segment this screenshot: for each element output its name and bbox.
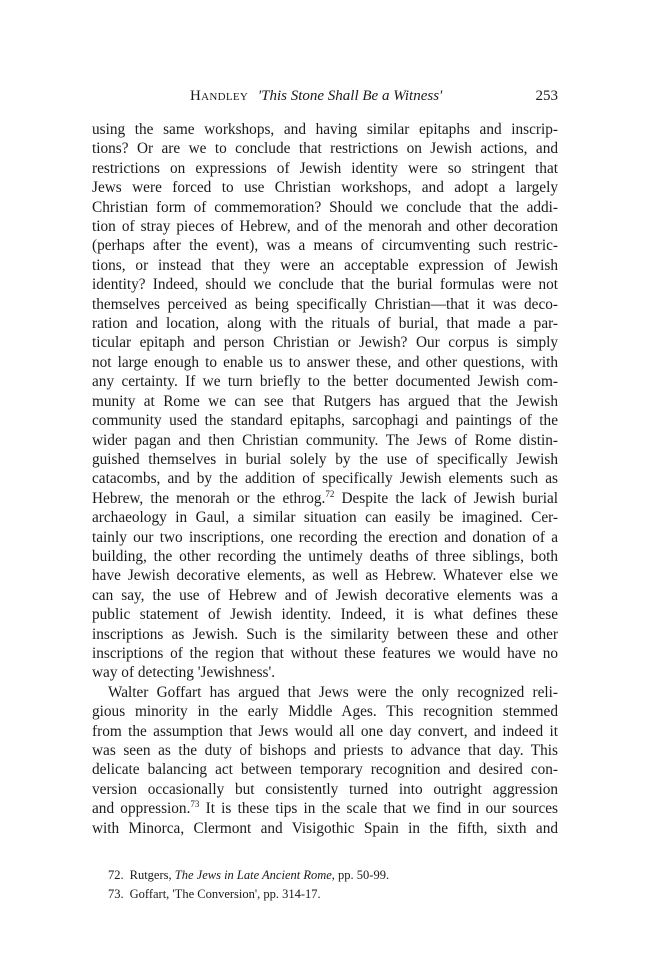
page-number: 253 xyxy=(535,88,558,104)
footnote-book-title: The Jews in Late Ancient Rome xyxy=(174,868,332,882)
text-line: Jews were forced to use Christian workshops, and adopt a largely xyxy=(92,179,558,197)
header-author: Handley xyxy=(190,88,249,104)
text-line: using the same workshops, and having similar epitaphs and inscrip- xyxy=(92,121,558,138)
footnotes xyxy=(108,866,558,904)
text-line: (perhaps after the event), was a means of circumventing such restric- xyxy=(92,237,558,255)
text-line: from the assumption that Jews would all one day convert, and indeed it xyxy=(92,722,558,740)
footnote-73 xyxy=(108,885,558,904)
text-line: inscriptions as Jewish. Such is the similarity between these and other xyxy=(92,625,558,643)
text-segment: Despite the lack of Jewish burial xyxy=(334,489,558,507)
text-line: can say, the use of Hebrew and of Jewish decorative elements was a xyxy=(92,586,558,604)
running-title xyxy=(190,86,442,106)
footnote-number: 73. xyxy=(108,887,124,901)
text-line: archaeology in Gaul, a similar situation can easily be imagined. Cer- xyxy=(92,509,558,527)
footnote-72 xyxy=(108,866,558,885)
text-line: with Minorca, Clermont and Visigothic Spain in the fifth, sixth and xyxy=(92,819,558,837)
text-line: wider pagan and then Christian community. The Jews of Rome distin- xyxy=(92,431,558,449)
text-line: community used the standard epitaphs, sarcophagi and paintings of the xyxy=(92,412,558,430)
text-line-fn72 xyxy=(92,489,558,508)
text-line: themselves perceived as being specifically Christian—that it was deco- xyxy=(92,295,558,313)
text-line: tions? Or are we to conclude that restrictions on Jewish actions, and xyxy=(92,140,558,158)
text-line: munity at Rome we can see that Rutgers has argued that the Jewish xyxy=(92,392,558,410)
text-line: Walter Goffart has argued that Jews were the only recognized reli- xyxy=(108,683,558,701)
text-line: ticular epitaph and person Christian or Jewish? Our corpus is simply xyxy=(92,334,558,352)
header-title: 'This Stone Shall Be a Witness' xyxy=(257,88,443,104)
text-line: guished themselves in burial solely by the use of specifically Jewish xyxy=(92,450,558,468)
text-segment: Hebrew, the menorah or the ethrog. xyxy=(92,489,326,507)
text-line: any certainty. If we turn briefly to the better documented Jewish com- xyxy=(92,373,558,391)
text-line: not large enough to enable us to answer these, and other questions, with xyxy=(92,353,558,371)
text-line: inscriptions of the region that without these features we would have no xyxy=(92,644,558,662)
text-segment: and oppression. xyxy=(92,800,191,818)
text-line: version occasionally but consistently turned into outright aggression xyxy=(92,780,558,798)
text-line: building, the other recording the untimely deaths of three siblings, both xyxy=(92,547,558,565)
text-line: was seen as the duty of bishops and priests to advance that day. This xyxy=(92,742,558,759)
text-line: gious minority in the early Middle Ages. This recognition stemmed xyxy=(92,703,558,721)
text-line: have Jewish decorative elements, as well as Hebrew. Whatever else we xyxy=(92,567,558,585)
footnote-text: , pp. 50-99. xyxy=(331,868,390,882)
text-line: restrictions on expressions of Jewish identity were so stringent that xyxy=(92,159,558,177)
text-line-fn73 xyxy=(92,799,558,818)
footnote-number: 72. xyxy=(108,868,124,882)
text-line: Christian form of commemoration? Should we conclude that the addi- xyxy=(92,198,558,216)
text-line: way of detecting 'Jewishness'. xyxy=(92,664,276,682)
footnote-ref-72[interactable]: 72 xyxy=(325,488,335,499)
text-segment: It is these tips in the scale that we find in our sources xyxy=(199,800,558,818)
footnote-text: Rutgers, xyxy=(129,868,175,882)
text-line: identity? Indeed, should we conclude that the burial formulas were not xyxy=(92,276,558,294)
text-line: tions, or instead that they were an acceptable expression of Jewish xyxy=(92,256,558,274)
text-line: public statement of Jewish identity. Indeed, it is what defines these xyxy=(92,606,558,624)
footnote-text: Goffart, 'The Conversion', pp. 314-17. xyxy=(129,887,321,901)
text-line: tion of stray pieces of Hebrew, and of the menorah and other decoration xyxy=(92,218,558,236)
text-line: catacombs, and by the addition of specifically Jewish elements such as xyxy=(92,470,558,488)
footnote-ref-73[interactable]: 73 xyxy=(190,799,200,810)
text-line: delicate balancing act between temporary recognition and desired con- xyxy=(92,761,558,779)
text-line: ration and location, along with the rituals of burial, that made a par- xyxy=(92,315,558,333)
text-line: tainly our two inscriptions, one recording the erection and donation of a xyxy=(92,528,558,546)
body-text xyxy=(92,120,558,838)
